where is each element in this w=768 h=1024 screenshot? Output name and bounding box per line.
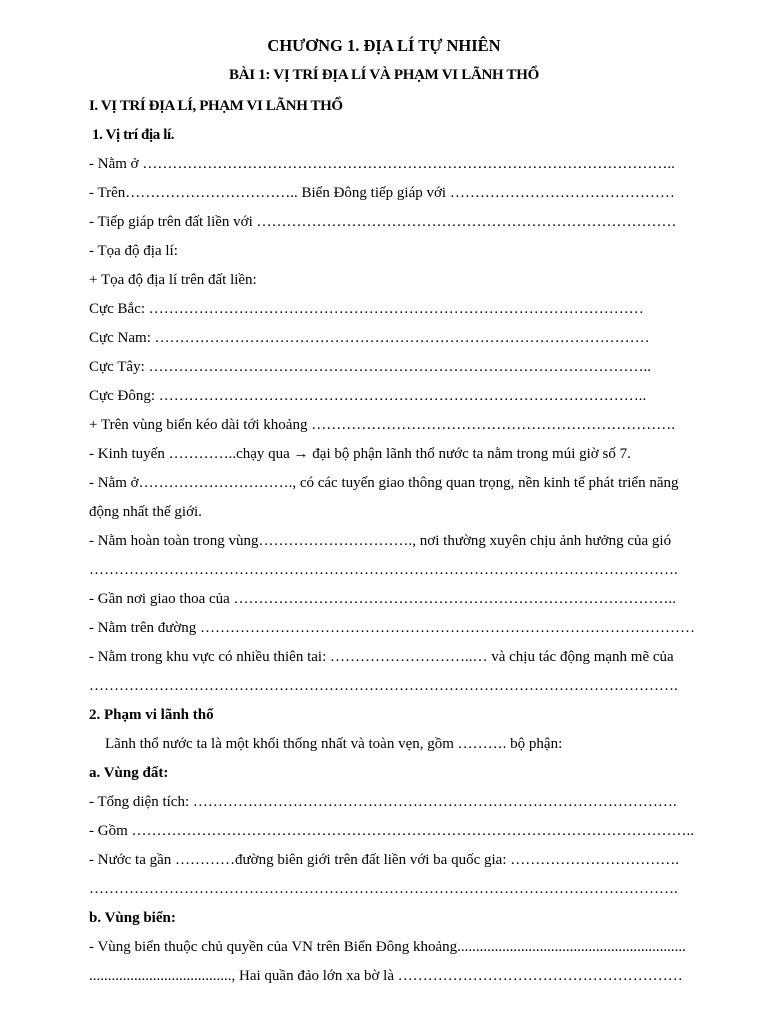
fill-line-sea-area: - Vùng biển thuộc chủ quyền của VN trên Biển Đông khoảng............................................................. (89, 939, 686, 955)
section-heading-location: I. VỊ TRÍ ĐỊA LÍ, PHẠM VI LÃNH THỔ (89, 98, 343, 114)
fill-line-meridian: - Kinh tuyến …………..chạy qua → đại bộ phận lãnh thổ nước ta nằm trong múi giờ số 7. (89, 446, 631, 462)
fill-line-blank-2: ………………………………………………………………………………………………………. (89, 678, 678, 694)
fill-line-includes: - Gồm ………………………………………………………………………………………………….. (89, 823, 694, 839)
text-line-continuation: động nhất thế giới. (89, 504, 202, 520)
fill-line-blank-3: ………………………………………………………………………………………………………. (89, 881, 678, 897)
fill-line-border-length: - Nước ta gần …………đường biên giới trên đất liền với ba quốc gia: ……………………………. (89, 852, 679, 868)
fill-line-land-borders: - Tiếp giáp trên đất liền với ………………………………………………………………………… (89, 214, 677, 230)
fill-line-natural-disasters: - Nằm trong khu vực có nhiều thiên tai: ………………………..… và chịu tác động mạnh mẽ của (89, 649, 674, 665)
text-line-territory-parts: Lãnh thổ nước ta là một khối thống nhất và toàn vẹn, gồm ………. bộ phận: (105, 736, 563, 752)
subsection-heading-land: a. Vùng đất: (89, 765, 169, 781)
fill-line-intersection: - Gần nơi giao thoa của …………………………………………………………………………….. (89, 591, 677, 607)
subsection-heading-sea: b. Vùng biển: (89, 910, 176, 926)
fill-line-north-point: Cực Bắc: ……………………………………………………………………………………… (89, 301, 644, 317)
text-line-land-coordinates: + Tọa độ địa lí trên đất liền: (89, 272, 257, 288)
fill-line-east-point: Cực Đông: …………………………………………………………………………………….. (89, 388, 647, 404)
subsection-heading-position: 1. Vị trí địa lí. (92, 127, 175, 143)
fill-line-west-point: Cực Tây: ……………………………………………………………………………………….. (89, 359, 652, 375)
subsection-heading-territory: 2. Phạm vi lãnh thổ (89, 707, 214, 723)
fill-line-south-point: Cực Nam: ……………………………………………………………………………………… (89, 330, 650, 346)
fill-line-bien-dong: - Trên…………………………….. Biển Đông tiếp giáp với ……………………………………… (89, 185, 675, 201)
fill-line-climate-zone: - Nằm hoàn toàn trong vùng…………………………., nơi thường xuyên chịu ảnh hưởng của gió (89, 533, 672, 549)
fill-line-on-route: - Nằm trên đường ……………………………………………………………………………………… (89, 620, 696, 636)
fill-line-transport-routes: - Nằm ở…………………………., có các tuyến giao thông quan trọng, nền kinh tế phát triển năng (89, 475, 679, 491)
fill-line-total-area: - Tổng diện tích: ……………………………………………………………………………………. (89, 794, 677, 810)
text-line-coordinates: - Tọa độ địa lí: (89, 243, 178, 259)
lesson-title: BÀI 1: VỊ TRÍ ĐỊA LÍ VÀ PHẠM VI LÃNH THỔ (228, 67, 539, 83)
chapter-title: CHƯƠNG 1. ĐỊA LÍ TỰ NHIÊN (267, 36, 501, 55)
fill-line-blank-1: ………………………………………………………………………………………………………. (89, 562, 678, 578)
fill-line-located-at: - Nằm ở …………………………………………………………………………………………….. (89, 156, 675, 172)
fill-line-sea-extent: + Trên vùng biển kéo dài tới khoảng ………………………………………………………………. (89, 417, 675, 433)
fill-line-archipelagos: ......................................, Hai quần đảo lớn xa bờ là ………………………………………………… (89, 968, 683, 984)
